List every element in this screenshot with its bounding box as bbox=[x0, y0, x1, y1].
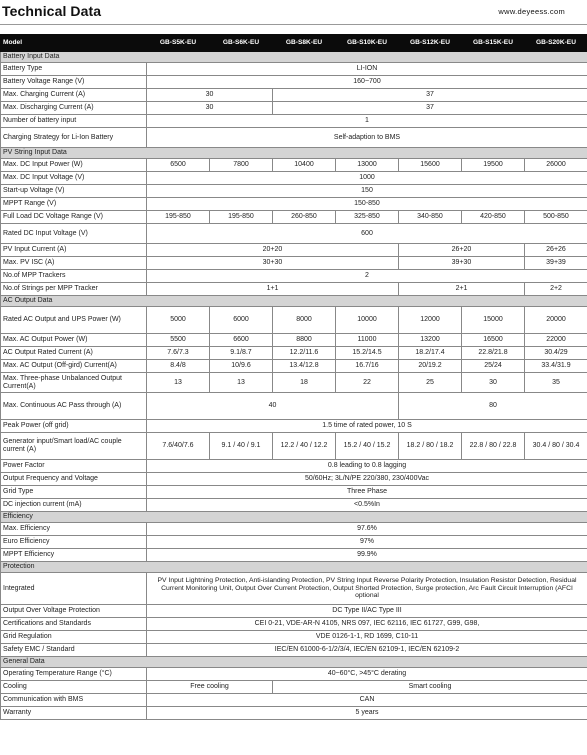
spec-row bbox=[1, 270, 587, 283]
model-name: GB-S8K-EU bbox=[273, 35, 336, 52]
spec-label: Full Load DC Voltage Range (V) bbox=[1, 211, 147, 224]
spec-value: 1 bbox=[147, 115, 587, 128]
spec-value: 30+30 bbox=[147, 257, 399, 270]
spec-row bbox=[1, 420, 587, 433]
spec-value: 7.6/40/7.6 bbox=[147, 433, 210, 460]
spec-value: 160~700 bbox=[147, 76, 587, 89]
spec-row bbox=[1, 63, 587, 76]
spec-value: 16500 bbox=[462, 334, 525, 347]
spec-value: 22 bbox=[336, 373, 399, 393]
spec-label: Euro Efficiency bbox=[1, 536, 147, 549]
section-title: Protection bbox=[1, 562, 587, 573]
spec-label: Peak Power (off grid) bbox=[1, 420, 147, 433]
model-label: Model bbox=[1, 35, 147, 52]
section-header-row bbox=[1, 52, 587, 63]
spec-value: 18.2/17.4 bbox=[399, 347, 462, 360]
spec-value: 37 bbox=[273, 89, 587, 102]
model-name: GB-S12K-EU bbox=[399, 35, 462, 52]
spec-value: 7.6/7.3 bbox=[147, 347, 210, 360]
spec-value: 18 bbox=[273, 373, 336, 393]
spec-label: Max. PV ISC (A) bbox=[1, 257, 147, 270]
spec-label: Max. Three-phase Unbalanced Output Current(A) bbox=[1, 373, 147, 393]
header-rule bbox=[0, 24, 587, 25]
spec-value: 12.2/11.6 bbox=[273, 347, 336, 360]
spec-value: 25 bbox=[399, 373, 462, 393]
spec-value: 20+20 bbox=[147, 244, 399, 257]
spec-row bbox=[1, 76, 587, 89]
spec-row bbox=[1, 185, 587, 198]
spec-row bbox=[1, 668, 587, 681]
spec-label: Output Over Voltage Protection bbox=[1, 605, 147, 618]
spec-row bbox=[1, 536, 587, 549]
spec-row bbox=[1, 523, 587, 536]
spec-value: Smart cooling bbox=[273, 681, 587, 694]
spec-row bbox=[1, 283, 587, 296]
spec-value: Self-adaption to BMS bbox=[147, 128, 587, 148]
spec-row bbox=[1, 89, 587, 102]
spec-label: Max. AC Output (Off-gird) Current(A) bbox=[1, 360, 147, 373]
spec-value: LI-ION bbox=[147, 63, 587, 76]
section-header-row bbox=[1, 657, 587, 668]
spec-row bbox=[1, 373, 587, 393]
spec-row bbox=[1, 159, 587, 172]
spec-row bbox=[1, 644, 587, 657]
spec-label: Generator input/Smart load/AC couple current (A) bbox=[1, 433, 147, 460]
spec-value: 13200 bbox=[399, 334, 462, 347]
spec-value: 35 bbox=[525, 373, 587, 393]
spec-value: PV Input Lightning Protection, Anti-islanding Protection, PV String Input Reverse Polarity Protection, Insulation Resistor Detection, Residual Current Monitoring Unit, Output Over Current Protection, Output Shorted Protection, Surge protection, Arc Fault Circuit Interruption (AFCI optional bbox=[147, 573, 587, 605]
spec-value: 15.2/14.5 bbox=[336, 347, 399, 360]
spec-label: DC injection current (mA) bbox=[1, 499, 147, 512]
section-header-row bbox=[1, 562, 587, 573]
spec-label: Max. DC Input Voltage (V) bbox=[1, 172, 147, 185]
model-name: GB-S20K-EU bbox=[525, 35, 587, 52]
spec-value: 6500 bbox=[147, 159, 210, 172]
spec-label: Charging Strategy for Li-Ion Battery bbox=[1, 128, 147, 148]
section-header-row bbox=[1, 148, 587, 159]
spec-row bbox=[1, 128, 587, 148]
spec-value: 9.1 / 40 / 9.1 bbox=[210, 433, 273, 460]
spec-value: 8800 bbox=[273, 334, 336, 347]
spec-value: 30 bbox=[147, 89, 273, 102]
model-header-row bbox=[1, 35, 587, 52]
spec-row bbox=[1, 499, 587, 512]
spec-value: 10/9.6 bbox=[210, 360, 273, 373]
spec-row bbox=[1, 393, 587, 420]
spec-row bbox=[1, 549, 587, 562]
spec-label: Integrated bbox=[1, 573, 147, 605]
spec-value: 20/19.2 bbox=[399, 360, 462, 373]
spec-row bbox=[1, 681, 587, 694]
spec-value: 600 bbox=[147, 224, 587, 244]
spec-value: 97% bbox=[147, 536, 587, 549]
spec-value: 40~60°C, >45°C derating bbox=[147, 668, 587, 681]
spec-value: 340-850 bbox=[399, 211, 462, 224]
spec-value: 150 bbox=[147, 185, 587, 198]
spec-label: Certifications and Standards bbox=[1, 618, 147, 631]
spec-label: No.of MPP Trackers bbox=[1, 270, 147, 283]
spec-value: 30 bbox=[147, 102, 273, 115]
spec-label: Grid Regulation bbox=[1, 631, 147, 644]
spec-value: 20000 bbox=[525, 307, 587, 334]
spec-value: 22.8 / 80 / 22.8 bbox=[462, 433, 525, 460]
spec-row bbox=[1, 198, 587, 211]
spec-label: Battery Type bbox=[1, 63, 147, 76]
spec-value: 5000 bbox=[147, 307, 210, 334]
section-title: Battery Input Data bbox=[1, 52, 587, 63]
spec-value: DC Type II/AC Type III bbox=[147, 605, 587, 618]
page-header bbox=[0, 0, 587, 26]
spec-value: 8000 bbox=[273, 307, 336, 334]
spec-value: 10000 bbox=[336, 307, 399, 334]
spec-value: 15600 bbox=[399, 159, 462, 172]
spec-row bbox=[1, 631, 587, 644]
spec-label: Start-up Voltage (V) bbox=[1, 185, 147, 198]
spec-value: Three Phase bbox=[147, 486, 587, 499]
spec-row bbox=[1, 102, 587, 115]
spec-value: 420-850 bbox=[462, 211, 525, 224]
spec-row bbox=[1, 573, 587, 605]
spec-value: 5500 bbox=[147, 334, 210, 347]
spec-value: 26000 bbox=[525, 159, 587, 172]
spec-value: 39+30 bbox=[399, 257, 525, 270]
spec-value: 325-850 bbox=[336, 211, 399, 224]
spec-value: 150-850 bbox=[147, 198, 587, 211]
spec-row bbox=[1, 244, 587, 257]
section-header-row bbox=[1, 512, 587, 523]
spec-label: Safety EMC / Standard bbox=[1, 644, 147, 657]
spec-value: 1+1 bbox=[147, 283, 399, 296]
spec-value: 6000 bbox=[210, 307, 273, 334]
spec-label: Max. DC Input Power (W) bbox=[1, 159, 147, 172]
spec-value: 2+2 bbox=[525, 283, 587, 296]
spec-value: 15.2 / 40 / 15.2 bbox=[336, 433, 399, 460]
model-name: GB-S6K-EU bbox=[210, 35, 273, 52]
spec-label: MPPT Efficiency bbox=[1, 549, 147, 562]
spec-label: Rated DC Input Voltage (V) bbox=[1, 224, 147, 244]
spec-label: Max. AC Output Power (W) bbox=[1, 334, 147, 347]
section-title: General Data bbox=[1, 657, 587, 668]
spec-label: Battery Voltage Range (V) bbox=[1, 76, 147, 89]
spec-value: 11000 bbox=[336, 334, 399, 347]
spec-value: 22000 bbox=[525, 334, 587, 347]
spec-label: Max. Discharging Current (A) bbox=[1, 102, 147, 115]
page-title: Technical Data bbox=[2, 3, 102, 19]
spec-label: Power Factor bbox=[1, 460, 147, 473]
model-name: GB-S15K-EU bbox=[462, 35, 525, 52]
spec-value: 195-850 bbox=[147, 211, 210, 224]
spec-row bbox=[1, 605, 587, 618]
spec-value: 7800 bbox=[210, 159, 273, 172]
spec-label: Max. Efficiency bbox=[1, 523, 147, 536]
spec-value: 22.8/21.8 bbox=[462, 347, 525, 360]
spec-value: 10400 bbox=[273, 159, 336, 172]
spec-value: 1.5 time of rated power, 10 S bbox=[147, 420, 587, 433]
spec-row bbox=[1, 347, 587, 360]
spec-row bbox=[1, 334, 587, 347]
spec-value: <0.5%In bbox=[147, 499, 587, 512]
spec-value: 80 bbox=[399, 393, 587, 420]
spec-value: 99.9% bbox=[147, 549, 587, 562]
section-title: PV String Input Data bbox=[1, 148, 587, 159]
spec-value: 13000 bbox=[336, 159, 399, 172]
spec-value: 18.2 / 80 / 18.2 bbox=[399, 433, 462, 460]
spec-value: 19500 bbox=[462, 159, 525, 172]
spec-label: Number of battery input bbox=[1, 115, 147, 128]
spec-value: 260-850 bbox=[273, 211, 336, 224]
spec-value: 13 bbox=[210, 373, 273, 393]
spec-value: 15000 bbox=[462, 307, 525, 334]
spec-row bbox=[1, 307, 587, 334]
spec-value: 37 bbox=[273, 102, 587, 115]
spec-label: Max. Continuous AC Pass through (A) bbox=[1, 393, 147, 420]
spec-row bbox=[1, 172, 587, 185]
spec-row bbox=[1, 115, 587, 128]
table-body bbox=[1, 35, 587, 720]
spec-value: 97.6% bbox=[147, 523, 587, 536]
spec-label: Max. Charging Current (A) bbox=[1, 89, 147, 102]
spec-label: Communication with BMS bbox=[1, 694, 147, 707]
spec-row bbox=[1, 360, 587, 373]
spec-value: 50/60Hz; 3L/N/PE 220/380, 230/400Vac bbox=[147, 473, 587, 486]
spec-row bbox=[1, 694, 587, 707]
spec-value: 0.8 leading to 0.8 lagging bbox=[147, 460, 587, 473]
spec-value: 195-850 bbox=[210, 211, 273, 224]
spec-value: 13.4/12.8 bbox=[273, 360, 336, 373]
model-name: GB-S10K-EU bbox=[336, 35, 399, 52]
spec-value: 500-850 bbox=[525, 211, 587, 224]
spec-value: 12.2 / 40 / 12.2 bbox=[273, 433, 336, 460]
spec-label: AC Output Rated Current (A) bbox=[1, 347, 147, 360]
spec-value: 16.7/16 bbox=[336, 360, 399, 373]
spec-row bbox=[1, 486, 587, 499]
spec-value: 39+39 bbox=[525, 257, 587, 270]
website-url[interactable]: www.deyeess.com bbox=[498, 7, 565, 16]
spec-label: No.of Strings per MPP Tracker bbox=[1, 283, 147, 296]
spec-value: CAN bbox=[147, 694, 587, 707]
spec-label: Grid Type bbox=[1, 486, 147, 499]
spec-value: 8.4/8 bbox=[147, 360, 210, 373]
spec-value: IEC/EN 61000-6-1/2/3/4, IEC/EN 62109-1, IEC/EN 62109-2 bbox=[147, 644, 587, 657]
technical-data-table bbox=[0, 34, 587, 720]
spec-value: 2 bbox=[147, 270, 587, 283]
spec-value: 26+20 bbox=[399, 244, 525, 257]
spec-row bbox=[1, 618, 587, 631]
spec-label: Warranty bbox=[1, 707, 147, 720]
spec-row bbox=[1, 460, 587, 473]
spec-value: 30 bbox=[462, 373, 525, 393]
section-title: AC Output Data bbox=[1, 296, 587, 307]
model-name: GB-S5K-EU bbox=[147, 35, 210, 52]
spec-label: Operating Temperature Range (°C) bbox=[1, 668, 147, 681]
spec-value: CEI 0-21, VDE-AR-N 4105, NRS 097, IEC 62116, IEC 61727, G99, G98, bbox=[147, 618, 587, 631]
spec-value: Free cooling bbox=[147, 681, 273, 694]
spec-label: Output Frequency and Voltage bbox=[1, 473, 147, 486]
spec-label: PV Input Current (A) bbox=[1, 244, 147, 257]
section-title: Efficiency bbox=[1, 512, 587, 523]
spec-value: 6600 bbox=[210, 334, 273, 347]
section-header-row bbox=[1, 296, 587, 307]
spec-value: 25/24 bbox=[462, 360, 525, 373]
spec-row bbox=[1, 433, 587, 460]
spec-value: 33.4/31.9 bbox=[525, 360, 587, 373]
spec-value: 9.1/8.7 bbox=[210, 347, 273, 360]
spec-value: 12000 bbox=[399, 307, 462, 334]
spec-value: 30.4 / 80 / 30.4 bbox=[525, 433, 587, 460]
spec-value: 1000 bbox=[147, 172, 587, 185]
spec-value: 30.4/29 bbox=[525, 347, 587, 360]
spec-row bbox=[1, 211, 587, 224]
spec-value: 26+26 bbox=[525, 244, 587, 257]
spec-row bbox=[1, 707, 587, 720]
spec-value: 2+1 bbox=[399, 283, 525, 296]
spec-value: 5 years bbox=[147, 707, 587, 720]
spec-label: Cooling bbox=[1, 681, 147, 694]
spec-value: VDE 0126-1-1, RD 1699, C10-11 bbox=[147, 631, 587, 644]
spec-row bbox=[1, 224, 587, 244]
spec-value: 13 bbox=[147, 373, 210, 393]
spec-row bbox=[1, 257, 587, 270]
spec-label: MPPT Range (V) bbox=[1, 198, 147, 211]
spec-value: 40 bbox=[147, 393, 399, 420]
spec-row bbox=[1, 473, 587, 486]
spec-label: Rated AC Output and UPS Power (W) bbox=[1, 307, 147, 334]
